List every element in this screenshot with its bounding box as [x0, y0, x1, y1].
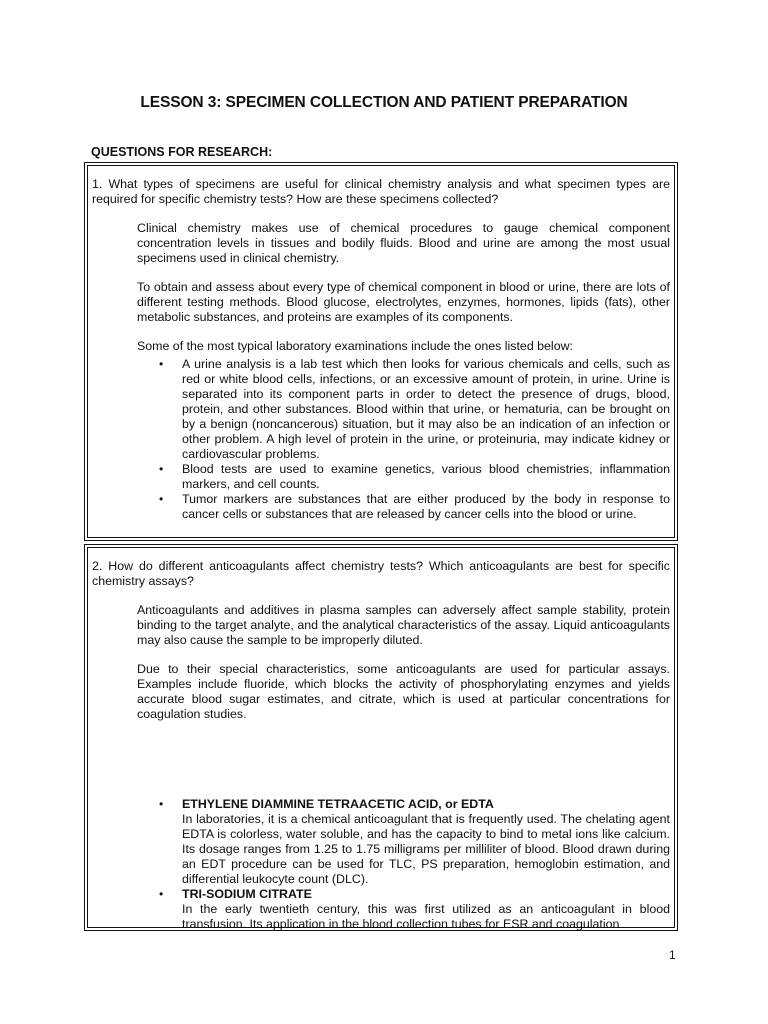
page-number: 1 [669, 948, 676, 962]
answer-2-paragraph-2: Due to their special characteristics, some anticoagulants are used for particular assays. Examples include fluoride, which blocks the activity of phosphorylating enzymes and yields accurate blood sugar estimates, and citrate, which is used at particular concentrations for coagulation studies. [137, 662, 670, 721]
item-edta-text: In laboratories, it is a chemical anticoagulant that is frequently used. The chelating agent EDTA is colorless, water soluble, and has the capacity to bind to metal ions like calcium. Its dosage ranges from 1.25 to 1.75 milligrams per milliliter of blood. Blood drawn during an EDT procedure can be used for TLC, PS preparation, hemoglobin estimation, and differential leukocyte count (DLC). [182, 812, 670, 886]
question-1-box [84, 162, 678, 541]
item-edta-term: • ETHYLENE DIAMMINE TETRAACETIC ACID, or EDTA [182, 797, 494, 811]
item-citrate-term: • TRI-SODIUM CITRATE [182, 887, 312, 901]
bullet-blood-tests: • Blood tests are used to examine genetics, various blood chemistries, inflammation markers, and cell counts. [137, 462, 670, 492]
question-1-text: 1. What types of specimens are useful for clinical chemistry analysis and what specimen types are required for specific chemistry tests? How are these specimens collected? [92, 177, 670, 206]
answer-1-bullet-list [137, 357, 670, 522]
answer-2-paragraph-1: Anticoagulants and additives in plasma samples can adversely affect sample stability, protein binding to the target analyte, and the analytical characteristics of the assay. Liquid anticoagulants may also cause the sample to be improperly diluted. [137, 603, 670, 647]
anticoagulant-list [137, 797, 670, 932]
answer-1-paragraph-1: Clinical chemistry makes use of chemical procedures to gauge chemical component concentration levels in tissues and bodily fluids. Blood and urine are among the most usual specimens used in clinical chemistry. [137, 221, 670, 265]
question-2-box [84, 544, 678, 931]
answer-1-paragraph-2: To obtain and assess about every type of chemical component in blood or urine, there are lots of different testing methods. Blood glucose, electrolytes, enzymes, hormones, lipids (fats), other metabolic substances, and proteins are examples of its components. [137, 280, 670, 324]
lesson-title: LESSON 3: SPECIMEN COLLECTION AND PATIENT PREPARATION [140, 94, 628, 111]
bullet-tumor-markers: • Tumor markers are substances that are either produced by the body in response to cancer cells or substances that are released by cancer cells into the blood or urine. [137, 492, 670, 522]
item-tri-sodium-citrate [137, 887, 670, 932]
section-heading: QUESTIONS FOR RESEARCH: [91, 145, 273, 159]
item-citrate-text: In the early twentieth century, this was first utilized as an anticoagulant in blood transfusion. Its application in the blood collection tubes for ESR and coagulation [182, 902, 670, 931]
question-2-text: 2. How do different anticoagulants affect chemistry tests? Which anticoagulants are best for specific chemistry assays? [92, 559, 670, 588]
bullet-urine-analysis: • A urine analysis is a lab test which then looks for various chemicals and cells, such as red or white blood cells, infections, or an excessive amount of protein, in urine. Urine is separated into its component parts in order to detect the presence of drugs, blood, protein, and other substances. Blood within that urine, or hematuria, can be brought on by a benign (noncancerous) situation, but it may also be an indication of an infection or other problem. A high level of protein in the urine, or proteinuria, may indicate kidney or cardiovascular problems. [137, 357, 670, 462]
answer-1-paragraph-3: Some of the most typical laboratory examinations include the ones listed below: [137, 339, 573, 353]
item-edta [137, 797, 670, 887]
